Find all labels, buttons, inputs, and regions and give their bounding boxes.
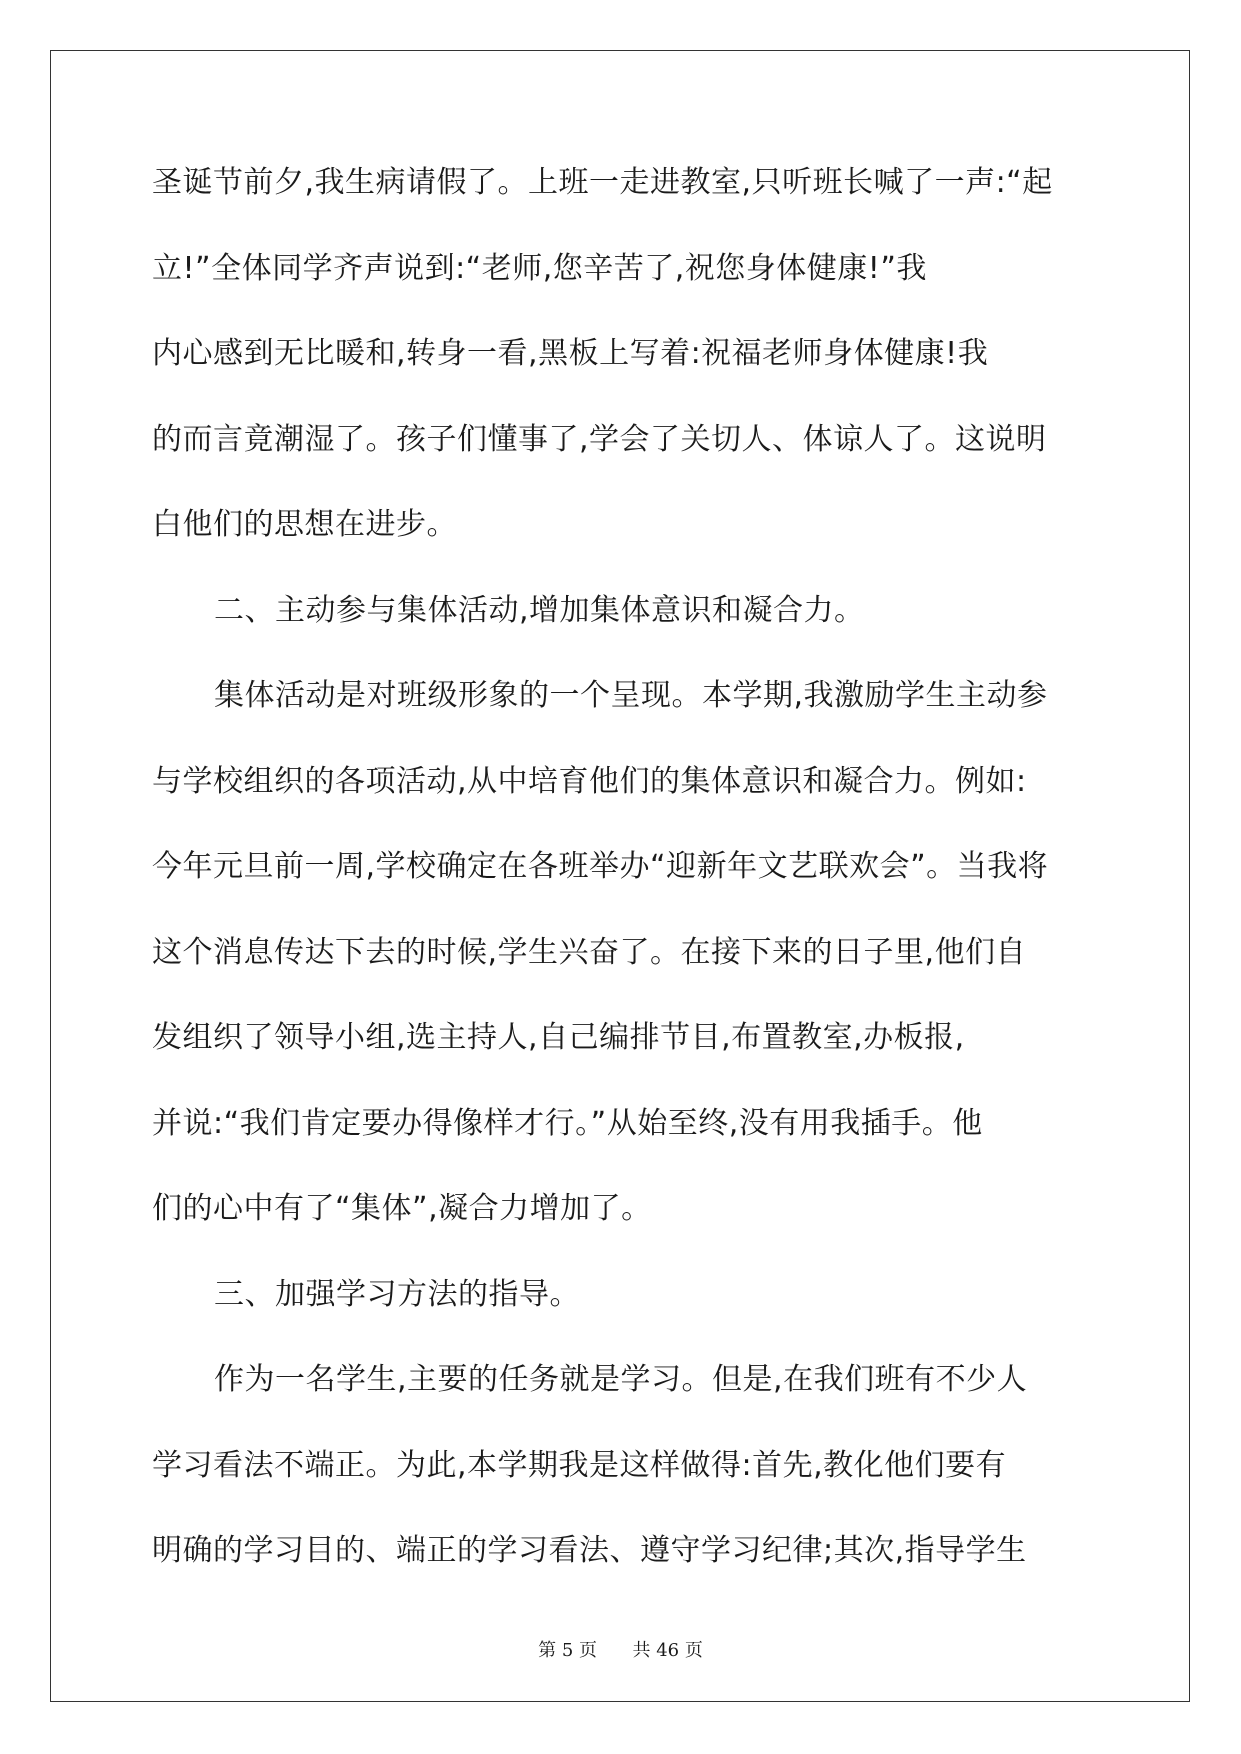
page-total: 共 46 页 [632, 1640, 703, 1661]
text-line: 内心感到无比暖和,转身一看,黑板上写着:祝福老师身体健康!我 [152, 336, 989, 371]
paragraph-start: 集体活动是对班级形象的一个呈现。本学期,我激励学生主动参 [214, 678, 1048, 713]
page-footer [0, 1636, 1241, 1662]
text-line: 学习看法不端正。为此,本学期我是这样做得:首先,教化他们要有 [152, 1447, 1007, 1483]
section-heading: 二、主动参与集体活动,增加集体意识和凝合力。 [214, 592, 865, 628]
text-line: 与学校组织的各项活动,从中培育他们的集体意识和凝合力。例如: [152, 763, 1027, 799]
page-number: 第 5 页 [538, 1640, 598, 1661]
text-line: 白他们的思想在进步。 [152, 507, 457, 542]
text-line: 圣诞节前夕,我生病请假了。上班一走进教室,只听班长喊了一声:“起 [152, 165, 1053, 200]
text-line: 发组织了领导小组,选主持人,自己编排节目,布置教室,办板报, [152, 1020, 965, 1055]
text-line: 并说:“我们肯定要办得像样才行。”从始至终,没有用我插手。他 [152, 1105, 983, 1141]
text-line: 立!”全体同学齐声说到:“老师,您辛苦了,祝您身体健康!”我 [152, 250, 927, 286]
paragraph-start: 作为一名学生,主要的任务就是学习。但是,在我们班有不少人 [214, 1362, 1028, 1397]
text-line: 们的心中有了“集体”,凝合力增加了。 [152, 1191, 652, 1226]
text-line: 的而言竟潮湿了。孩子们懂事了,学会了关切人、体谅人了。这说明 [152, 421, 1047, 457]
text-line: 今年元旦前一周,学校确定在各班举办“迎新年文艺联欢会”。当我将 [152, 849, 1049, 884]
text-line: 明确的学习目的、端正的学习看法、遵守学习纪律;其次,指导学生 [152, 1533, 1027, 1568]
document-body [152, 158, 1092, 1612]
section-heading: 三、加强学习方法的指导。 [214, 1276, 580, 1312]
text-line: 这个消息传达下去的时候,学生兴奋了。在接下来的日子里,他们自 [152, 934, 1027, 970]
